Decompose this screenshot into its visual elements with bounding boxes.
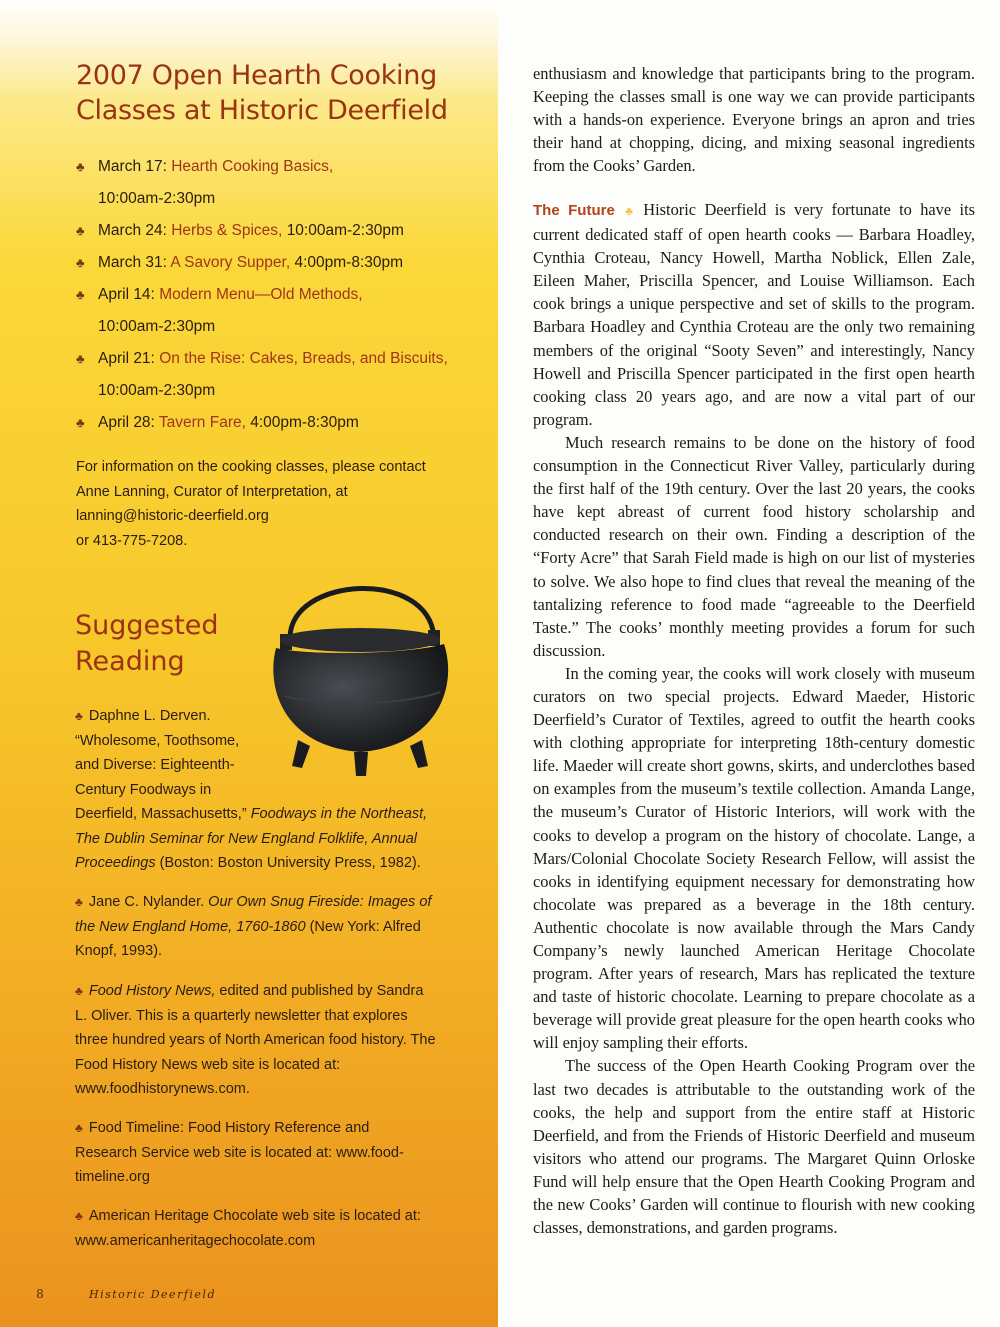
class-date: March 24: bbox=[98, 222, 167, 239]
contact-info bbox=[76, 455, 476, 553]
reading-ref-food-history-news bbox=[75, 979, 437, 1102]
ref-title: Our Own Snug Fireside: Images of the New England Home, 1760-1860 bbox=[75, 894, 432, 935]
class-name: Hearth Cooking Basics, bbox=[171, 158, 334, 175]
ref-text: edited and published by Sandra L. Oliver. This is a quarterly newsletter that explores three hundred years of North American food history. The Food History News web site is located at: www.foodhistorynews.com. bbox=[75, 983, 436, 1097]
class-item bbox=[76, 151, 476, 215]
ref-text: “Wholesome, Toothsome, bbox=[75, 732, 240, 749]
page-number: 8 bbox=[36, 1287, 44, 1301]
class-date: April 21: bbox=[98, 350, 155, 367]
ref-text: (New York: Alfred Knopf, 1993). bbox=[75, 918, 421, 959]
tree-ornament-icon: ♣ bbox=[76, 415, 85, 430]
ref-text: and Diverse: Eighteenth- bbox=[75, 757, 235, 773]
article-paragraph: enthusiasm and knowledge that participants bring to the program. Keeping the classes small is one way we can provide participants with a hands-on experience. Everyone brings an apron and tries their hand at chopping, dicing, and mixing seasonal ingredients from the Cooks’ Garden. bbox=[533, 64, 975, 176]
tree-ornament-icon: ♣ bbox=[76, 159, 85, 174]
article-paragraph bbox=[533, 198, 975, 431]
class-name: On the Rise: Cakes, Breads, and Biscuits, bbox=[159, 350, 448, 367]
reading-title-line: Suggested bbox=[75, 610, 219, 641]
tree-ornament-icon: ♣ bbox=[75, 1209, 83, 1223]
cooking-pot-image bbox=[262, 556, 458, 778]
reading-ref-chocolate bbox=[75, 1204, 435, 1253]
tree-ornament-icon: ♣ bbox=[76, 223, 85, 238]
tree-ornament-icon: ♣ bbox=[620, 204, 638, 218]
reading-title-line: Reading bbox=[75, 646, 185, 677]
article-paragraph-text: Historic Deerfield is very fortunate to have its current dedicated staff of open hearth cooks — Barbara Hoadley, Cynthia Croteau, Nancy Howell, Martha Noblick, Ellen Zale, Eileen Maher, Priscilla Spencer, and Louise Williamson. Each cook brings a unique perspective and set of skills to the program. Barbara Hoadley and Cynthia Croteau are the only two remaining members of the original “Sooty Seven” and interestingly, Nancy Howell and Priscilla Spencer participated in the first open hearth cooking class 20 years ago, and are now a vital part of our program. bbox=[533, 200, 976, 429]
class-time: 10:00am-2:30pm bbox=[98, 382, 216, 399]
tree-ornament-icon: ♣ bbox=[76, 255, 85, 270]
class-item bbox=[76, 343, 476, 407]
class-time: 4:00pm-8:30pm bbox=[250, 414, 359, 431]
class-name: Herbs & Spices, bbox=[171, 222, 283, 239]
contact-email-link[interactable]: lanning@historic-deerfield.org bbox=[76, 508, 269, 524]
article-paragraph: Much research remains to be done on the history of food consumption in the Connecticut River Valley, particularly during the first half of the 19th century. Over the last 20 years, the cooks have kept abreast of current food history scholarship and conducted research on their own. Finding a description of the “Forty Acre” that Sarah Field made is high on our list of mysteries to solve. We also hope to find clues that reveal the meaning of the tantalizing reference to food made “agreeable to the Deerfield Taste.” The cooks’ monthly meeting provides a forum for such discussion. bbox=[533, 432, 975, 660]
tree-ornament-icon: ♣ bbox=[75, 1121, 83, 1135]
class-time: 10:00am-2:30pm bbox=[98, 190, 216, 207]
tree-ornament-icon: ♣ bbox=[75, 984, 83, 998]
class-date: April 14: bbox=[98, 286, 155, 303]
class-time: 10:00am-2:30pm bbox=[98, 318, 216, 335]
ref-text: Food Timeline: Food History Reference and Research Service web site is located at: www.food-timeline.org bbox=[75, 1120, 404, 1185]
contact-line: For information on the cooking classes, please contact bbox=[76, 459, 426, 475]
section-heading: The Future bbox=[533, 202, 615, 219]
article-intro bbox=[533, 62, 975, 177]
class-name: A Savory Supper, bbox=[170, 254, 291, 271]
article-future-section bbox=[533, 198, 975, 1239]
tree-ornament-icon: ♣ bbox=[76, 287, 85, 302]
class-item bbox=[76, 279, 476, 343]
footer-publication-title: Historic Deerfield bbox=[89, 1288, 216, 1301]
class-item bbox=[76, 247, 476, 279]
ref-text: American Heritage Chocolate web site is located at: www.americanheritagechocolate.com bbox=[75, 1208, 421, 1249]
class-date: March 17: bbox=[98, 158, 167, 175]
reading-ref-food-timeline bbox=[75, 1116, 415, 1190]
class-item bbox=[76, 215, 476, 247]
class-schedule-list bbox=[76, 151, 476, 439]
ref-text: Daphne L. Derven. bbox=[88, 708, 211, 724]
contact-phone: or 413-775-7208. bbox=[76, 532, 188, 549]
ref-text: Century Foodways in bbox=[75, 781, 212, 798]
class-name: Modern Menu—Old Methods, bbox=[159, 286, 363, 303]
class-name: Tavern Fare, bbox=[158, 414, 246, 431]
reading-ref-nylander bbox=[75, 890, 435, 964]
tree-ornament-icon: ♣ bbox=[75, 709, 83, 723]
reading-ref-derven-tail bbox=[75, 802, 435, 876]
ref-text: Jane C. Nylander. bbox=[88, 894, 209, 910]
ref-title: Foodways in the Northeast, bbox=[250, 806, 428, 822]
tree-ornament-icon: ♣ bbox=[75, 895, 83, 909]
suggested-reading-title bbox=[75, 608, 275, 680]
class-date: April 28: bbox=[98, 414, 155, 431]
ref-text: Deerfield, Massachusetts,” bbox=[75, 806, 251, 822]
class-time: 4:00pm-8:30pm bbox=[294, 254, 404, 271]
class-time: 10:00am-2:30pm bbox=[286, 222, 404, 239]
ref-title: Food History News, bbox=[88, 983, 216, 999]
contact-line: Anne Lanning, Curator of Interpretation, at bbox=[76, 483, 348, 500]
article-paragraph: In the coming year, the cooks will work closely with museum curators on two special projects. Edward Maeder, Historic Deerfield’s Curator of Textiles, agreed to outfit the hearth cooks with clothing appropriate for interpreting 18th-century domestic life. Maeder will create short gowns, skirts, and underclothes based on examples from the museum’s textile collection. Amanda Lange, the museum’s Curator of Historic Interiors, will work with the cooks to develop a program on the history of chocolate. Lange, a Mars/Colonial Chocolate Society Research Fellow, will assist the cooks in identifying equipment necessary for demonstrating how chocolate was prepared as a beverage in the 18th century. Authentic chocolate is now available through the Mars Candy Company’s newly launched American Heritage Chocolate program. After years of research, Mars has replicated the texture and taste of historic chocolate. Learning to prepare chocolate as a beverage will provide great pleasure for the open hearth cooks who will enjoy sampling their efforts. bbox=[533, 663, 975, 1053]
ref-title: Proceedings bbox=[75, 855, 156, 871]
tree-ornament-icon: ♣ bbox=[76, 351, 85, 366]
reading-ref-derven-head bbox=[75, 704, 275, 802]
classes-title: 2007 Open Hearth Cooking Classes at Historic Deerfield bbox=[76, 60, 448, 126]
class-date: March 31: bbox=[98, 254, 167, 271]
class-item bbox=[76, 407, 476, 439]
article-paragraph: The success of the Open Hearth Cooking Program over the last two decades is attributable to the outstanding work of the cooks, the help and support from the entire staff at Historic Deerfield, and from the Friends of Historic Deerfield and museum visitors who attend our programs. The Margaret Quinn Orloske Fund will help ensure that the Open Hearth Cooking Program and the new Cooks’ Garden will continue to flourish with new cooking classes, demonstrations, and garden programs. bbox=[533, 1056, 975, 1238]
ref-title: The Dublin Seminar for New England Folklife, Annual bbox=[75, 830, 417, 847]
ref-text: (Boston: Boston University Press, 1982). bbox=[155, 855, 421, 871]
